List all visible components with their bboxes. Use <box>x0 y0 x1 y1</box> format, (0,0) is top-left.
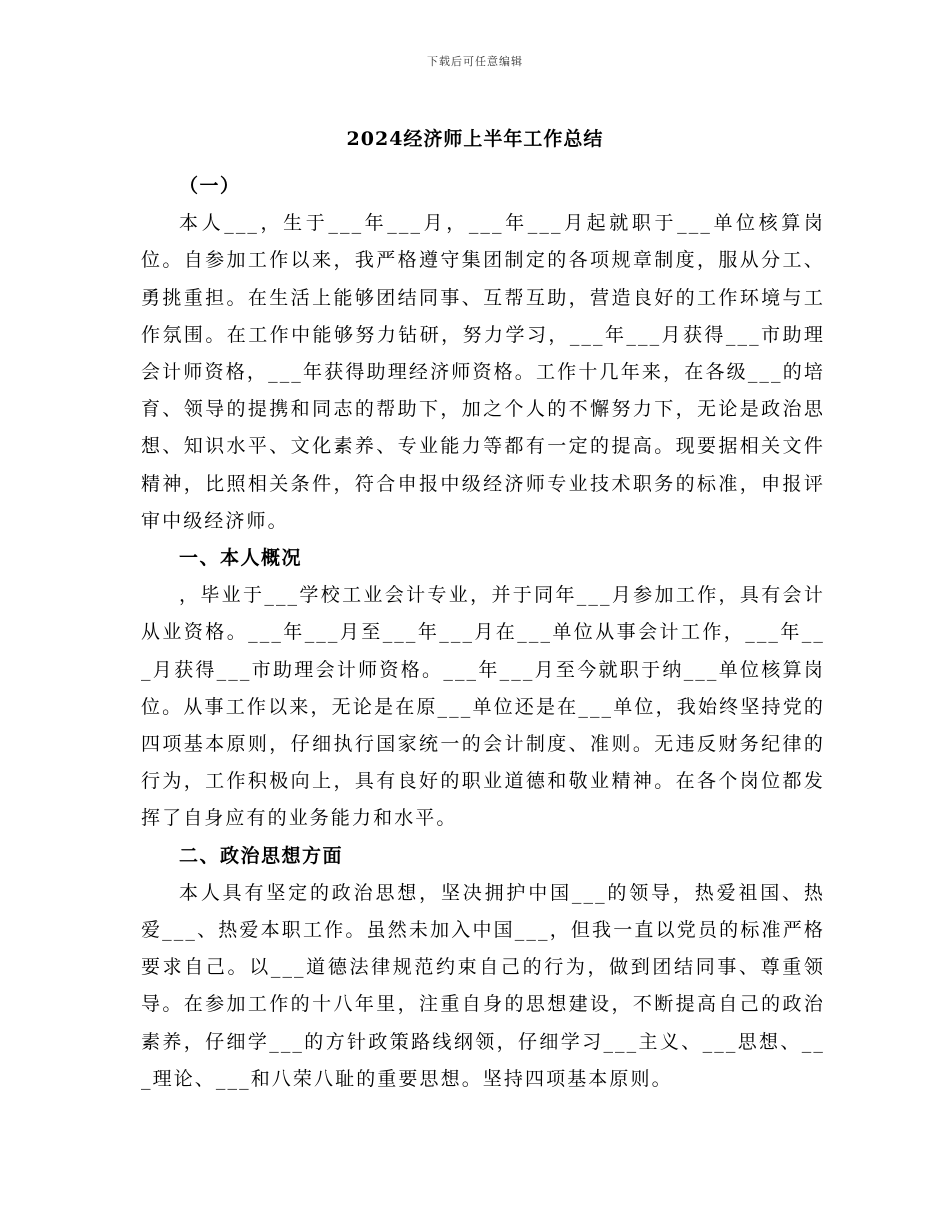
section-political-thought <box>141 838 825 1098</box>
page-header: 下载后可任意编辑 <box>427 55 523 68</box>
section-paragraph: ，毕业于___学校工业会计专业，并于同年___月参加工作，具有会计从业资格。___年___月至___年___月在___单位从事会计工作，___年___月获得___市助理会计师资格。___年___月至今就职于纳___单位核算岗位。从事工作以来，无论是在原___单位还是在___单位，我始终坚持党的四项基本原则，仔细执行国家统一的会计制度、准则。无违反财务纪律的行为，工作积极向上，具有良好的职业道德和敬业精神。在各个岗位都发挥了自身应有的业务能力和水平。 <box>141 584 825 830</box>
section-personal-overview <box>141 540 825 838</box>
document-title: 2024经济师上半年工作总结 <box>346 128 604 150</box>
section-heading: （一） <box>179 175 241 197</box>
section-paragraph: 本人___，生于___年___月，___年___月起就职于___单位核算岗位。自参加工作以来，我严格遵守集团制定的各项规章制度，服从分工、勇挑重担。在生活上能够团结同事、互帮互助，营造良好的工作环境与工作氛围。在工作中能够努力钻研，努力学习，___年___月获得___市助理会计师资格，___年获得助理经济师资格。工作十几年来，在各级___的培育、领导的提携和同志的帮助下，加之个人的不懈努力下，无论是政治思想、知识水平、文化素养、专业能力等都有一定的提高。现要据相关文件精神，比照相关条件，符合申报中级经济师专业技术职务的标准，申报评审中级经济师。 <box>141 212 825 532</box>
document-body <box>141 168 825 1098</box>
section-paragraph: 本人具有坚定的政治思想，坚决拥护中国___的领导，热爱祖国、热爱___、热爱本职工作。虽然未加入中国___，但我一直以党员的标准严格要求自己。以___道德法律规范约束自己的行为，做到团结同事、尊重领导。在参加工作的十八年里，注重自身的思想建设，不断提高自己的政治素养，仔细学___的方针政策路线纲领，仔细学习___主义、___思想、___理论、___和八荣八耻的重要思想。坚持四项基本原则。 <box>141 881 825 1090</box>
section-heading: 二、政治思想方面 <box>179 844 344 867</box>
section-heading: 一、本人概况 <box>179 547 303 570</box>
section-intro <box>141 168 825 540</box>
